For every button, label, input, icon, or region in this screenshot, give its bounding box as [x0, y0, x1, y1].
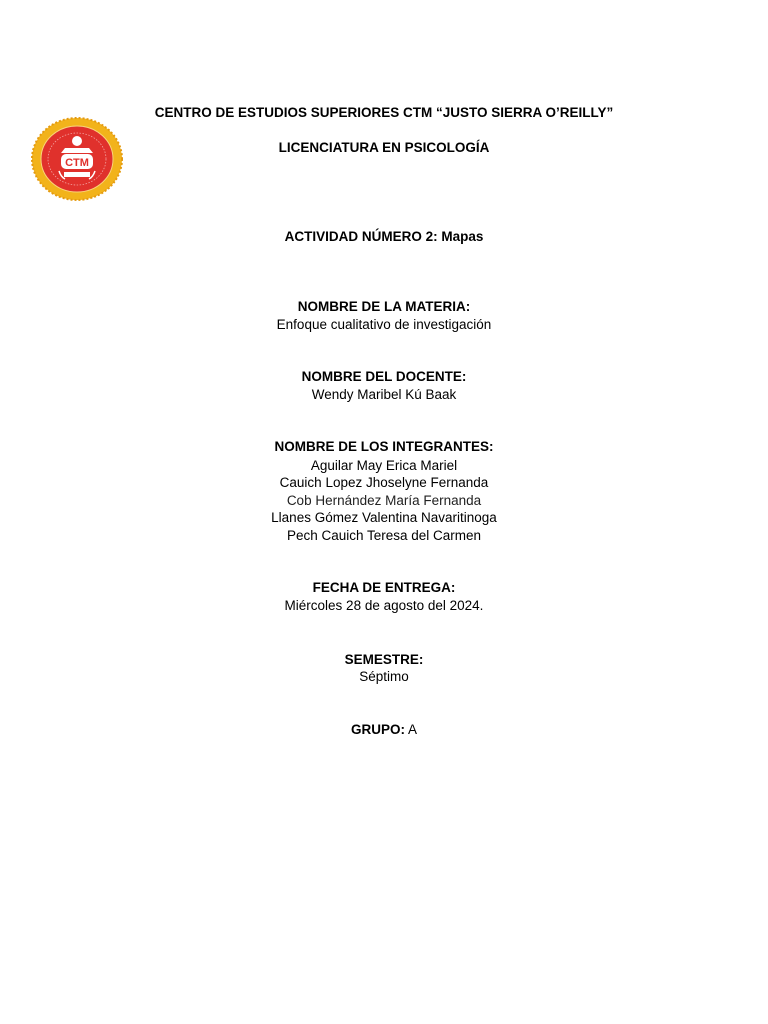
group-label: GRUPO:: [350, 722, 405, 737]
semester-label: SEMESTRE:: [344, 652, 424, 667]
subject-value: Enfoque cualitativo de investigación: [276, 317, 492, 332]
date-label: FECHA DE ENTREGA:: [312, 580, 456, 595]
degree-title: LICENCIATURA EN PSICOLOGÍA: [278, 140, 490, 155]
activity-title: ACTIVIDAD NÚMERO 2: Mapas: [284, 229, 484, 244]
logo-text: CTM: [65, 157, 89, 169]
teacher-value: Wendy Maribel Kú Baak: [311, 387, 457, 402]
teacher-label: NOMBRE DEL DOCENTE:: [301, 369, 467, 384]
ctm-seal-logo: [31, 117, 123, 201]
member-name: Aguilar May Erica Mariel: [310, 458, 458, 473]
members-label: NOMBRE DE LOS INTEGRANTES:: [274, 439, 494, 454]
member-name: Cob Hernández María Fernanda: [286, 493, 482, 508]
member-name: Llanes Gómez Valentina Navaritinoga: [271, 510, 497, 525]
group-line: [0, 721, 768, 738]
group-value: A: [408, 722, 418, 737]
member-name: Pech Cauich Teresa del Carmen: [286, 528, 482, 543]
date-value: Miércoles 28 de agosto del 2024.: [284, 598, 484, 613]
member-name: Cauich Lopez Jhoselyne Fernanda: [279, 475, 489, 490]
subject-label: NOMBRE DE LA MATERIA:: [297, 299, 471, 314]
semester-value: Séptimo: [359, 669, 409, 684]
institution-title: CENTRO DE ESTUDIOS SUPERIORES CTM “JUSTO SIERRA O’REILLY”: [154, 105, 614, 120]
